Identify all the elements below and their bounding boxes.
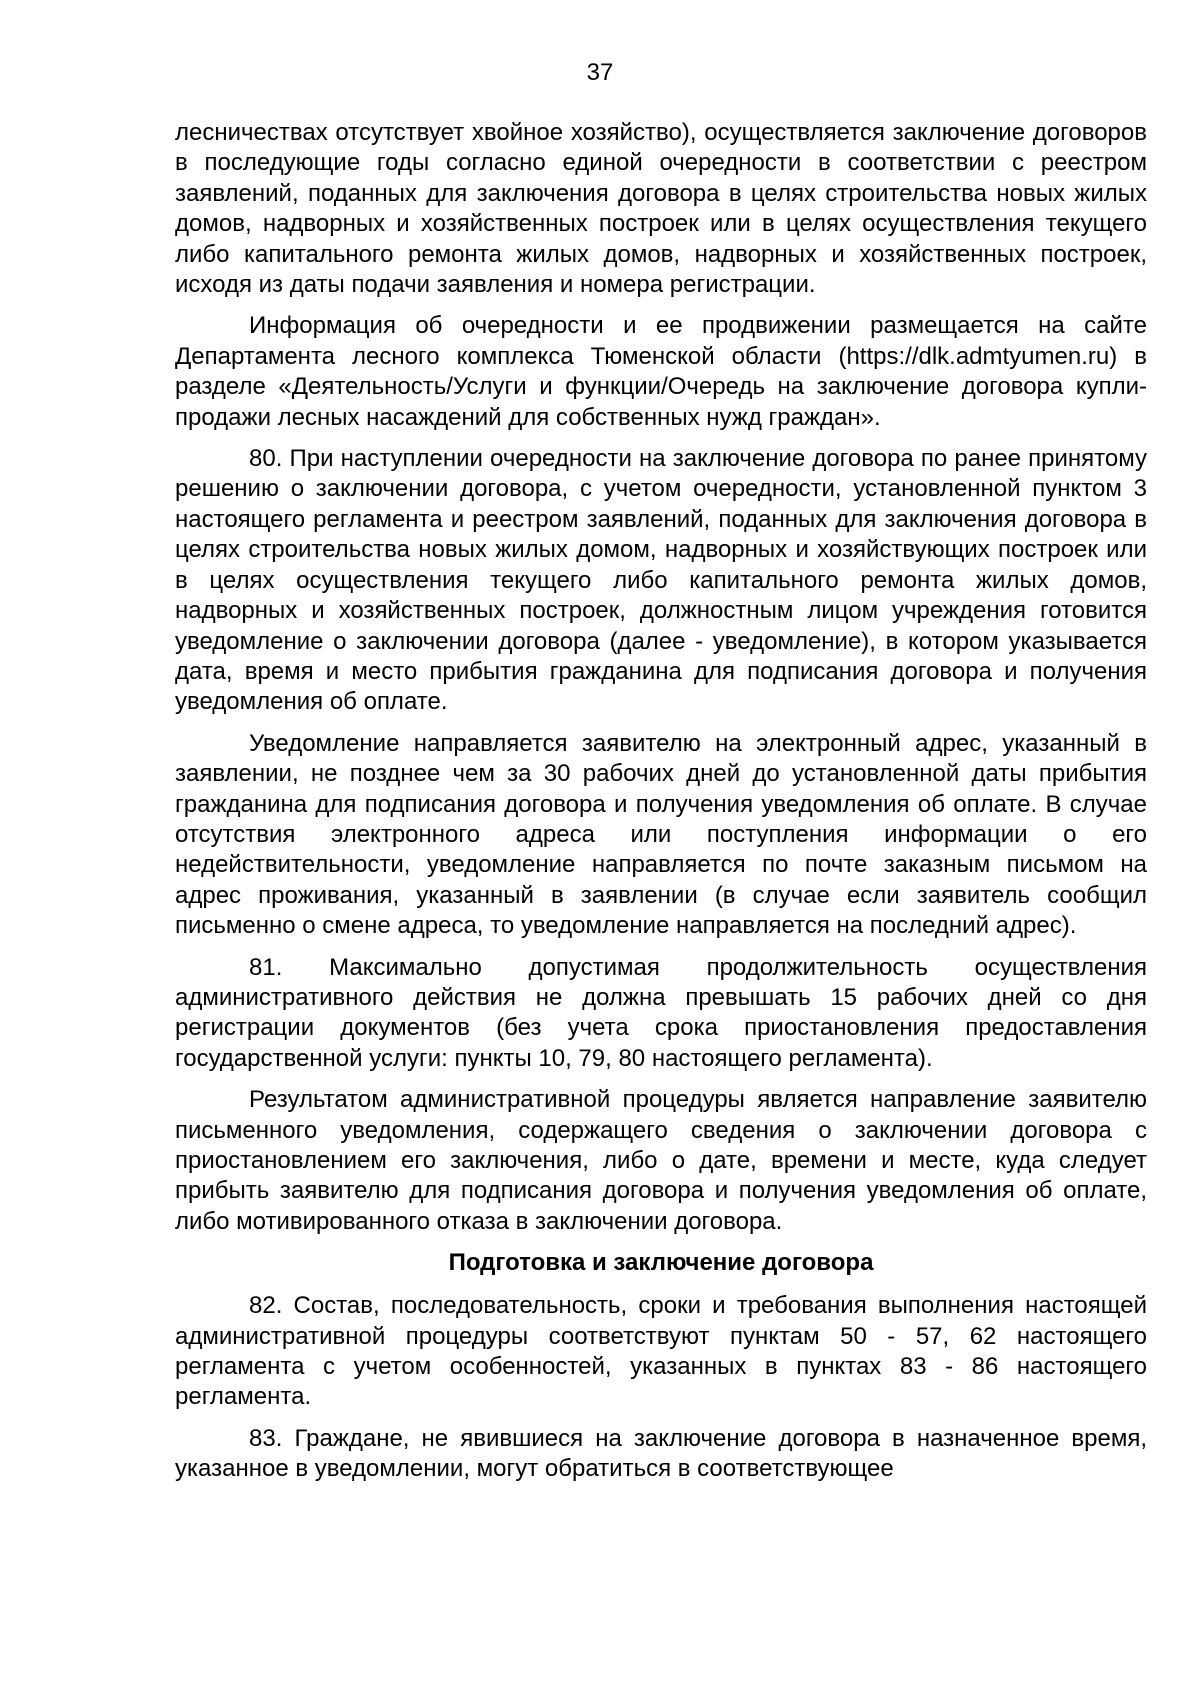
- paragraph-continued: лесничествах отсутствует хвойное хозяйство), осуществляется заключение договоров в последующие годы согласно единой очередности в соответствии с реестром заявлений, поданных для заключения договора в целях строительства новых жилых домов, надворных и хозяйственных построек или в целях осуществления текущего либо капитального ремонта жилых домов, надворных и хозяйственных построек, исходя из даты подачи заявления и номера регистрации.: [175, 119, 1147, 299]
- paragraph-item-82: 82. Состав, последовательность, сроки и требования выполнения настоящей административной процедуры соответствуют пунктам 50 - 57, 62 настоящего регламента с учетом особенностей, указанных в пунктах 83 - 86 настоящего регламента.: [175, 1292, 1147, 1411]
- page-number: 37: [586, 59, 614, 86]
- paragraph-item-81: 81. Максимально допустимая продолжительность осуществления административного действия не должна превышать 15 рабочих дней со дня регистрации документов (без учета срока приостановления предоставления государственной услуги: пункты 10, 79, 80 настоящего регламента).: [175, 953, 1147, 1072]
- paragraph-item-80: 80. При наступлении очередности на заключение договора по ранее принятому решению о заключении договора, с учетом очередности, установленной пунктом 3 настоящего регламента и реестром заявлений, поданных для заключения договора в целях строительства новых жилых домом, надворных и хозяйствующих построек или в целях осуществления текущего либо капитального ремонта жилых домов, надворных и хозяйственных построек, должностным лицом учреждения готовится уведомление о заключении договора (далее - уведомление), в котором указывается дата, время и место прибытия гражданина для подписания договора и получения уведомления об оплате.: [175, 445, 1147, 716]
- section-heading: Подготовка и заключение договора: [448, 1249, 874, 1277]
- paragraph-queue-info: Информация об очередности и ее продвижении размещается на сайте Департамента лесного комплекса Тюменской области (https://dlk.admtyumen.ru) в разделе «Деятельность/Услуги и функции/Очередь на заключение договора купли-продажи лесных насаждений для собственных нужд граждан».: [175, 312, 1147, 431]
- document-body: [175, 118, 1147, 1485]
- paragraph-notification: Уведомление направляется заявителю на электронный адрес, указанный в заявлении, не позднее чем за 30 рабочих дней до установленной даты прибытия гражданина для подписания договора и получения уведомления об оплате. В случае отсутствия электронного адреса или поступления информации о его недействительности, уведомление направляется по почте заказным письмом на адрес проживания, указанный в заявлении (в случае если заявитель сообщил письменно о смене адреса, то уведомление направляется на последний адрес).: [175, 729, 1147, 940]
- paragraph-item-83: 83. Граждане, не явившиеся на заключение договора в назначенное время, указанное в уведомлении, могут обратиться в соответствующее: [175, 1424, 1147, 1483]
- paragraph-result: Результатом административной процедуры является направление заявителю письменного уведомления, содержащего сведения о заключении договора с приостановлением его заключения, либо о дате, времени и месте, куда следует прибыть заявителю для подписания договора и получения уведомления об оплате, либо мотивированного отказа в заключении договора.: [175, 1086, 1147, 1235]
